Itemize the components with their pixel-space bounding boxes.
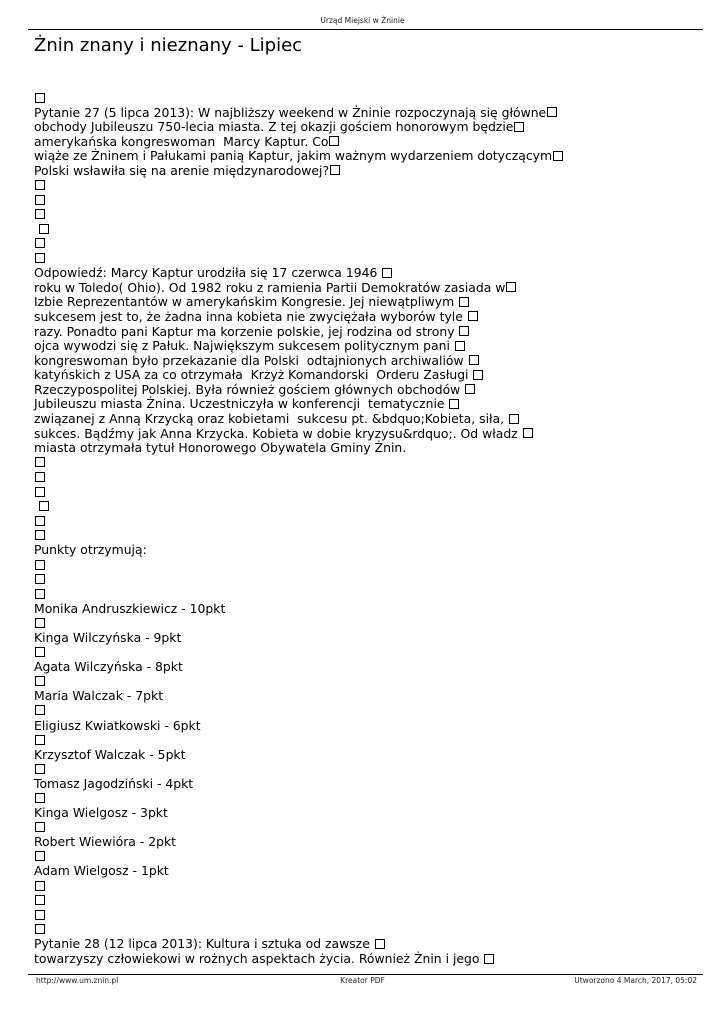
text-line-content: Tomasz Jagodziński - 4pkt <box>34 775 194 791</box>
text-line-content <box>34 221 38 236</box>
missing-glyph-box-icon <box>523 428 533 438</box>
text-line-content: Pytanie 27 (5 lipca 2013): W najbliższy weekend w Żninie rozpoczynają się główne <box>34 104 547 120</box>
missing-glyph-box-icon <box>375 939 385 949</box>
text-line-content: razy. Ponadto pani Kaptur ma korzenie polskie, jej rodzina od strony <box>34 323 459 339</box>
footer-divider <box>28 974 703 975</box>
text-line <box>34 500 704 515</box>
page-header: Urząd Miejski w Żninie <box>320 16 405 25</box>
text-line-content: Maria Walczak - 7pkt <box>34 688 164 704</box>
missing-glyph-box-icon <box>35 530 45 540</box>
text-line <box>34 602 704 617</box>
missing-glyph-box-icon <box>484 954 494 964</box>
text-line <box>34 120 704 135</box>
text-line <box>34 456 704 471</box>
text-line <box>34 427 704 442</box>
text-line <box>34 762 704 777</box>
text-line <box>34 908 704 923</box>
text-line <box>34 879 704 894</box>
missing-glyph-box-icon <box>35 238 45 248</box>
text-line <box>34 937 704 952</box>
text-line <box>34 558 704 573</box>
missing-glyph-box-icon <box>35 881 45 891</box>
text-line <box>34 529 704 544</box>
text-line-content: Robert Wiewióra - 2pkt <box>34 834 177 850</box>
text-line <box>34 193 704 208</box>
footer-creator: Kreator PDF <box>340 976 385 985</box>
text-line-content: Jubileuszu miasta Żnina. Uczestniczyła w konferencji tematycznie <box>34 396 449 412</box>
header-divider <box>28 29 703 30</box>
text-line-content: Krzysztof Walczak - 5pkt <box>34 746 186 762</box>
missing-glyph-box-icon <box>35 457 45 467</box>
missing-glyph-box-icon <box>449 399 459 409</box>
missing-glyph-box-icon <box>35 560 45 570</box>
missing-glyph-box-icon <box>35 253 45 263</box>
missing-glyph-box-icon <box>547 107 557 117</box>
missing-glyph-box-icon <box>468 311 478 321</box>
text-line-content: Rzeczypospolitej Polskiej. Była również gościem głównych obchodów <box>34 381 465 397</box>
text-line-content <box>34 499 38 514</box>
footer-created-date: Utworzono 4 March, 2017, 05:02 <box>574 976 697 985</box>
page-title: Żnin znany i nieznany - Lipiec <box>34 35 303 56</box>
text-line <box>34 894 704 909</box>
missing-glyph-box-icon <box>35 895 45 905</box>
text-line-content: Adam Wielgosz - 1pkt <box>34 863 169 879</box>
text-line-content: Izbie Reprezentantów w amerykańskim Kongresie. Jej niewątpliwym <box>34 294 459 310</box>
text-line <box>34 397 704 412</box>
text-line <box>34 237 704 252</box>
text-line-content: roku w Toledo( Ohio). Od 1982 roku z ramienia Partii Demokratów zasiada w <box>34 279 506 295</box>
text-line <box>34 514 704 529</box>
text-line-content: ojca wywodzi się z Pałuk. Największym sukcesem politycznym pani <box>34 338 454 354</box>
text-line <box>34 281 704 296</box>
missing-glyph-box-icon <box>509 414 519 424</box>
text-line <box>34 106 704 121</box>
text-line <box>34 354 704 369</box>
text-line-content: sukces. Bądźmy jak Anna Krzycka. Kobieta w dobie kryzysu&rdquo;. Od władz <box>34 425 522 441</box>
text-line <box>34 616 704 631</box>
missing-glyph-box-icon <box>553 151 563 161</box>
text-line <box>34 310 704 325</box>
text-line <box>34 470 704 485</box>
missing-glyph-box-icon <box>35 209 45 219</box>
missing-glyph-box-icon <box>473 370 483 380</box>
text-line <box>34 660 704 675</box>
text-line-content: wiąże ze Żninem i Pałukami panią Kaptur, jakim ważnym wydarzeniem dotyczącym <box>34 148 553 164</box>
text-line <box>34 631 704 646</box>
missing-glyph-box-icon <box>455 341 465 351</box>
missing-glyph-box-icon <box>35 180 45 190</box>
text-line-content: Eligiusz Kwiatkowski - 6pkt <box>34 717 201 733</box>
missing-glyph-box-icon <box>35 910 45 920</box>
text-line-content: sukcesem jest to, że żadna inna kobieta nie zwyciężała wyborów tyle <box>34 308 467 324</box>
missing-glyph-box-icon <box>35 735 45 745</box>
missing-glyph-box-icon <box>465 384 475 394</box>
missing-glyph-box-icon <box>35 793 45 803</box>
missing-glyph-box-icon <box>39 224 49 234</box>
text-line <box>34 441 704 456</box>
missing-glyph-box-icon <box>39 501 49 511</box>
text-line <box>34 91 704 106</box>
text-line <box>34 266 704 281</box>
footer-url: http://www.um.znin.pl <box>36 976 119 985</box>
text-line <box>34 675 704 690</box>
text-line <box>34 646 704 661</box>
missing-glyph-box-icon <box>35 822 45 832</box>
text-line <box>34 573 704 588</box>
text-line-content: Monika Andruszkiewicz - 10pkt <box>34 600 226 616</box>
text-line-content: kongreswoman było przekazanie dla Polski odtajnionych archiwaliów <box>34 352 468 368</box>
text-line-content: miasta otrzymała tytuł Honorowego Obywatela Gminy Żnin. <box>34 440 407 456</box>
text-line <box>34 777 704 792</box>
text-line <box>34 485 704 500</box>
missing-glyph-box-icon <box>35 618 45 628</box>
text-line <box>34 719 704 734</box>
missing-glyph-box-icon <box>330 165 340 175</box>
text-line-content: Kinga Wielgosz - 3pkt <box>34 805 168 821</box>
text-line <box>34 339 704 354</box>
missing-glyph-box-icon <box>35 93 45 103</box>
missing-glyph-box-icon <box>35 851 45 861</box>
missing-glyph-box-icon <box>35 195 45 205</box>
missing-glyph-box-icon <box>35 647 45 657</box>
text-line-content: Kinga Wilczyńska - 9pkt <box>34 629 182 645</box>
text-line-content: Polski wsławiła się na arenie międzynarodowej? <box>34 162 330 178</box>
text-line <box>34 733 704 748</box>
text-line <box>34 252 704 267</box>
text-line <box>34 543 704 558</box>
text-line <box>34 587 704 602</box>
text-line <box>34 179 704 194</box>
text-line <box>34 923 704 938</box>
text-line <box>34 412 704 427</box>
text-line <box>34 792 704 807</box>
text-line <box>34 222 704 237</box>
missing-glyph-box-icon <box>382 268 392 278</box>
text-line <box>34 368 704 383</box>
missing-glyph-box-icon <box>35 574 45 584</box>
text-line-content: towarzyszy człowiekowi w rożnych aspektach życia. Również Żnin i jego <box>34 951 484 967</box>
text-line <box>34 748 704 763</box>
text-line-content: Odpowiedź: Marcy Kaptur urodziła się 17 czerwca 1946 <box>34 265 382 281</box>
text-line <box>34 704 704 719</box>
text-line <box>34 325 704 340</box>
missing-glyph-box-icon <box>329 136 339 146</box>
text-line-content: Pytanie 28 (12 lipca 2013): Kultura i sztuka od zawsze <box>34 936 374 952</box>
missing-glyph-box-icon <box>35 487 45 497</box>
text-line-content: obchody Jubileuszu 750-lecia miasta. Z tej okazji gościem honorowym będzie <box>34 119 514 135</box>
text-line <box>34 135 704 150</box>
text-line-content: Agata Wilczyńska - 8pkt <box>34 659 183 675</box>
missing-glyph-box-icon <box>35 924 45 934</box>
text-line <box>34 164 704 179</box>
text-line-content: amerykańska kongreswoman Marcy Kaptur. Co <box>34 133 329 149</box>
text-line-content: katyńskich z USA za co otrzymała Krzyż Komandorski Orderu Zasługi <box>34 367 473 383</box>
missing-glyph-box-icon <box>469 355 479 365</box>
text-line-content: Punkty otrzymują: <box>34 542 147 558</box>
missing-glyph-box-icon <box>459 297 469 307</box>
text-line <box>34 689 704 704</box>
missing-glyph-box-icon <box>35 705 45 715</box>
text-line <box>34 952 704 967</box>
missing-glyph-box-icon <box>35 764 45 774</box>
text-line <box>34 383 704 398</box>
missing-glyph-box-icon <box>506 282 516 292</box>
missing-glyph-box-icon <box>35 589 45 599</box>
missing-glyph-box-icon <box>35 516 45 526</box>
missing-glyph-box-icon <box>35 472 45 482</box>
missing-glyph-box-icon <box>459 326 469 336</box>
text-line <box>34 295 704 310</box>
text-line <box>34 149 704 164</box>
missing-glyph-box-icon <box>514 122 524 132</box>
text-line-content: związanej z Anną Krzycką oraz kobietami sukcesu pt. &bdquo;Kobieta, siła, <box>34 411 509 427</box>
text-line <box>34 864 704 879</box>
text-line <box>34 806 704 821</box>
text-line <box>34 208 704 223</box>
text-line <box>34 835 704 850</box>
text-line <box>34 850 704 865</box>
text-line <box>34 821 704 836</box>
article-body <box>34 91 704 967</box>
missing-glyph-box-icon <box>35 676 45 686</box>
